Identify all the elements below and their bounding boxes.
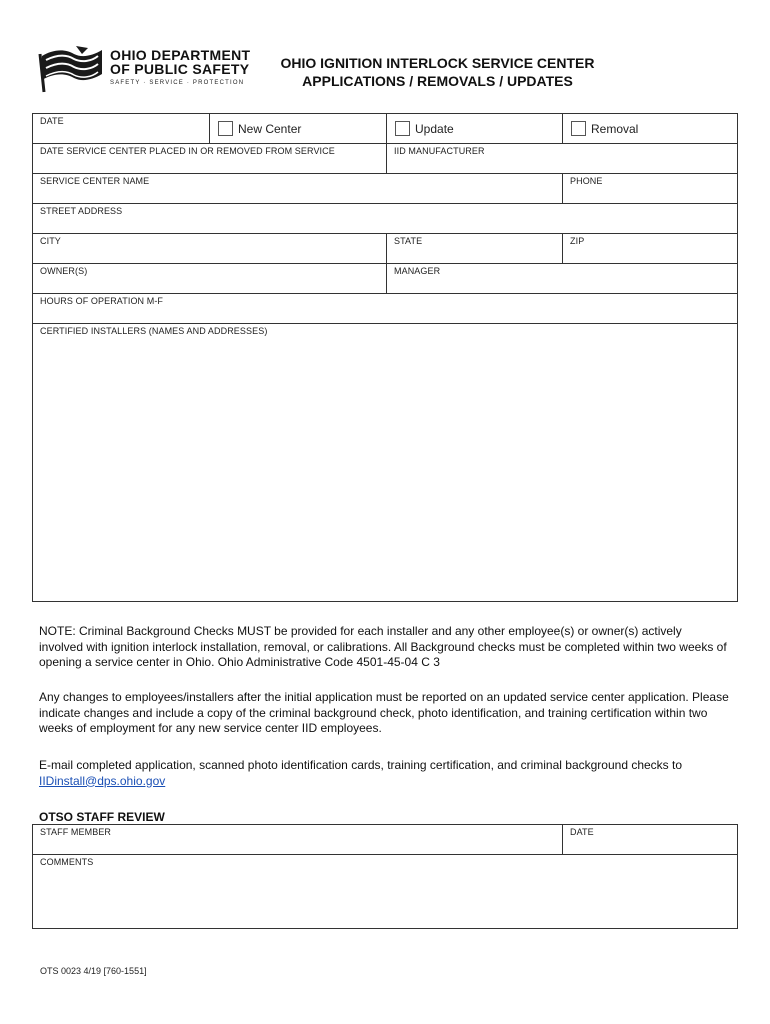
state-label: STATE <box>394 236 423 246</box>
comments-label: COMMENTS <box>40 857 94 867</box>
staff-review-heading: OTSO STAFF REVIEW <box>39 810 165 824</box>
iid-manufacturer-label: IID MANUFACTURER <box>394 146 485 156</box>
logo-line-2: OF PUBLIC SAFETY <box>110 61 250 77</box>
email-link[interactable]: IIDinstall@dps.ohio.gov <box>39 773 166 788</box>
option-update[interactable] <box>386 114 562 143</box>
iid-manufacturer-field[interactable] <box>386 144 737 173</box>
state-field[interactable] <box>386 234 562 263</box>
staff-member-field[interactable] <box>33 825 562 854</box>
installers-field[interactable] <box>33 324 737 601</box>
staff-member-label: STAFF MEMBER <box>40 827 112 837</box>
new-center-checkbox[interactable] <box>218 121 233 136</box>
date-field[interactable] <box>33 114 209 143</box>
new-center-label: New Center <box>238 121 302 136</box>
note-email-instructions <box>39 758 729 789</box>
phone-label: PHONE <box>570 176 603 186</box>
row-street-address <box>32 203 738 233</box>
installers-label: CERTIFIED INSTALLERS (NAMES AND ADDRESSES) <box>40 326 268 336</box>
street-address-field[interactable] <box>33 204 737 233</box>
update-label: Update <box>415 121 454 136</box>
service-center-name-label: SERVICE CENTER NAME <box>40 176 150 186</box>
option-removal[interactable] <box>562 114 737 143</box>
logo-line-1: OHIO DEPARTMENT <box>110 47 251 63</box>
manager-field[interactable] <box>386 264 737 293</box>
row-installers <box>32 323 738 602</box>
title-line-1: OHIO IGNITION INTERLOCK SERVICE CENTER <box>280 55 595 71</box>
staff-date-field[interactable] <box>562 825 737 854</box>
removal-checkbox[interactable] <box>571 121 586 136</box>
title-line-2: APPLICATIONS / REMOVALS / UPDATES <box>302 73 573 89</box>
application-form <box>32 113 738 602</box>
removal-label: Removal <box>591 121 639 136</box>
street-address-label: STREET ADDRESS <box>40 206 123 216</box>
hours-field[interactable] <box>33 294 737 323</box>
staff-review-table <box>32 824 738 929</box>
comments-field[interactable] <box>33 855 737 928</box>
date-label: DATE <box>40 116 64 126</box>
row-service-center-name <box>32 173 738 203</box>
flag-emblem-icon <box>38 44 108 94</box>
logo-tagline: SAFETY · SERVICE · PROTECTION <box>110 80 245 86</box>
city-field[interactable] <box>33 234 386 263</box>
date-placed-field[interactable] <box>33 144 386 173</box>
option-new-center[interactable] <box>209 114 386 143</box>
form-title <box>255 54 620 90</box>
form-number: OTS 0023 4/19 [760-1551] <box>40 966 147 976</box>
zip-field[interactable] <box>562 234 737 263</box>
note-background-checks: NOTE: Criminal Background Checks MUST be provided for each installer and any other employee(s) or owner(s) actively involved with ignition interlock installation, removal, or calibrations. All Background checks must be completed within two weeks of opening a service center in Ohio. Ohio Administrative Code 4501-45-04 C 3 <box>39 624 727 669</box>
row-staff-member <box>32 824 738 854</box>
staff-date-label: DATE <box>570 827 594 837</box>
phone-field[interactable] <box>562 174 737 203</box>
update-checkbox[interactable] <box>395 121 410 136</box>
zip-label: ZIP <box>570 236 585 246</box>
row-hours <box>32 293 738 323</box>
row-date-options <box>32 113 738 143</box>
row-comments <box>32 854 738 929</box>
ohio-dps-logo <box>38 44 258 94</box>
hours-label: HOURS OF OPERATION M-F <box>40 296 164 306</box>
note-employee-changes: Any changes to employees/installers after the initial application must be reported on an updated service center application. Please indicate changes and include a copy of the criminal background check, photo identification, and training certification within two weeks of employment for any new service center IID employees. <box>39 690 729 735</box>
row-date-placed <box>32 143 738 173</box>
date-placed-label: DATE SERVICE CENTER PLACED IN OR REMOVED FROM SERVICE <box>40 146 335 156</box>
email-instructions-text: E-mail completed application, scanned photo identification cards, training certification, and criminal background checks to <box>39 758 683 772</box>
owners-label: OWNER(S) <box>40 266 88 276</box>
service-center-name-field[interactable] <box>33 174 562 203</box>
city-label: CITY <box>40 236 61 246</box>
manager-label: MANAGER <box>394 266 441 276</box>
row-owners-manager <box>32 263 738 293</box>
row-city-state-zip <box>32 233 738 263</box>
owners-field[interactable] <box>33 264 386 293</box>
